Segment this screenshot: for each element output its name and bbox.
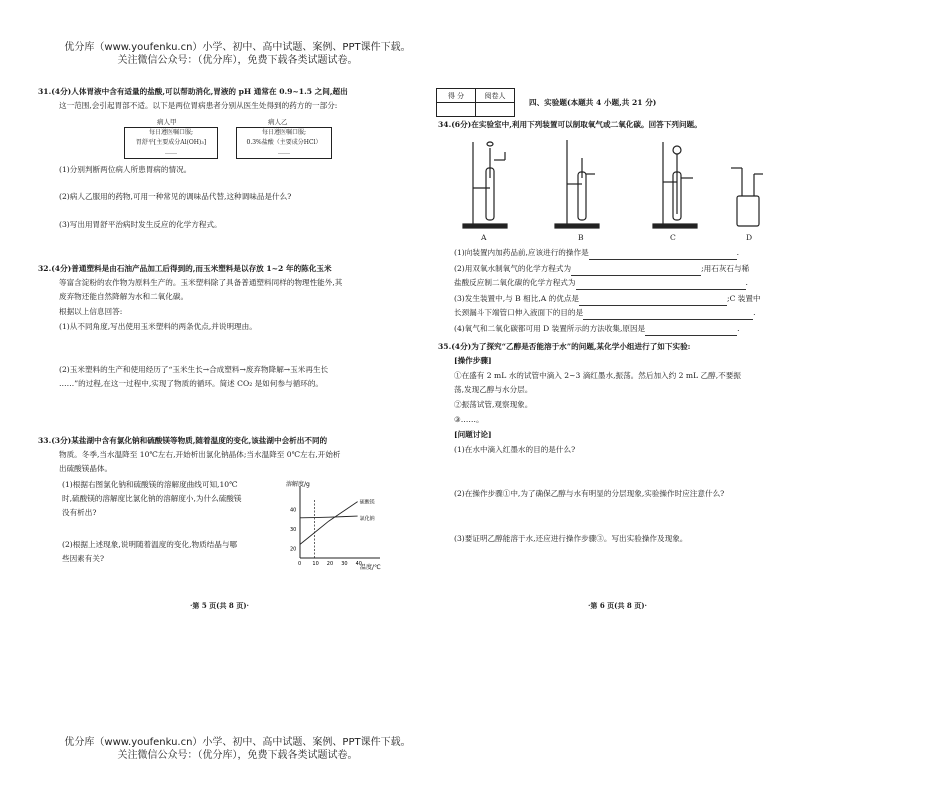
q34-blank3[interactable] bbox=[576, 280, 746, 290]
q33-line3: 出硫酸镁晶体。 bbox=[59, 464, 113, 473]
q33-sub1b: 时,硫酸镁的溶解度比氯化钠的溶解度小,为什么硫酸镁 bbox=[62, 494, 242, 503]
q31-sub2: (2)病人乙服用的药物,可用一种常见的调味品代替,这种调味品是什么? bbox=[59, 192, 292, 201]
header-line-2: 关注微信公众号：（优分库），免费下载各类试题试卷。 bbox=[117, 55, 358, 66]
q34-sub3a bbox=[454, 292, 761, 306]
prescription-b-line1: 每日遵医嘱口服; bbox=[261, 129, 307, 136]
series-label-1: 氯化钠 bbox=[359, 516, 375, 523]
y-tick-label-0: 20 bbox=[290, 546, 297, 553]
apparatus-label-a: A bbox=[481, 233, 487, 242]
q34-sub2b-text: ;用石灰石与稀 bbox=[701, 264, 750, 273]
q34-sub2a-text: (2)用双氧水制氧气的化学方程式为 bbox=[454, 264, 572, 273]
score-table bbox=[436, 88, 515, 117]
q33-line2: 物质。冬季,当水温降至 10℃左右,开始析出氯化钠晶体;当水温降至 0℃左右,开始析 bbox=[59, 450, 341, 459]
q33-sub2b: 些因素有关? bbox=[62, 554, 105, 563]
patient-a-label: 病人甲 bbox=[157, 118, 177, 126]
grader-cell bbox=[476, 103, 515, 117]
q34-sub1: (1)向装置内加药品前,应该进行的操作是 . bbox=[454, 246, 739, 260]
x-tick-label-1: 10 bbox=[312, 561, 319, 567]
apparatus-figure bbox=[445, 138, 775, 238]
q32-line4: 根据以上信息回答: bbox=[59, 307, 123, 316]
site-header-bottom bbox=[0, 736, 475, 762]
q34-blank2[interactable] bbox=[571, 266, 701, 276]
q35-disc2: (2)在操作步骤①中,为了确保乙醇与水有明显的分层现象,实验操作时应注意什么? bbox=[454, 489, 725, 498]
q35-step1b: 荡,发现乙醇与水分层。 bbox=[454, 385, 533, 394]
q33-sub1a: (1)根据右图氯化钠和硫酸镁的溶解度曲线可知,10℃ bbox=[62, 480, 238, 489]
q31-line1: 31.(4分)人体胃液中含有适量的盐酸,可以帮助消化,胃液的 pH 通常在 0.9~1.5 之间,超出 bbox=[38, 87, 348, 96]
q33-line1: 33.(3分)某盐湖中含有氯化钠和硫酸镁等物质,随着温度的变化,该盐湖中会析出不同的 bbox=[38, 436, 328, 445]
q31-sub3: (3)写出用胃舒平治病时发生反应的化学方程式。 bbox=[59, 220, 222, 229]
score-label: 得 分 bbox=[437, 89, 476, 103]
prescription-b-line2: 0.3%盐酸（主要成分HCl） bbox=[246, 139, 322, 146]
prescription-a-line1: 每日遵医嘱口服; bbox=[148, 129, 194, 136]
apparatus-b bbox=[555, 140, 599, 228]
series-line-1 bbox=[300, 516, 358, 518]
x-tick-label-3: 30 bbox=[341, 561, 348, 567]
y-tick-label-1: 30 bbox=[290, 526, 297, 533]
chart-ylabel: 溶解度/g bbox=[286, 481, 310, 488]
q32-sub1: (1)从不同角度,写出使用玉米塑料的两条优点,并说明理由。 bbox=[59, 322, 257, 331]
q34-blank5[interactable] bbox=[583, 310, 753, 320]
x-tick-label-4: 40 bbox=[355, 561, 362, 567]
q31-sub1: (1)分别判断两位病人所患胃病的情况。 bbox=[59, 165, 192, 174]
grader-label: 阅卷人 bbox=[476, 89, 515, 103]
score-cell bbox=[437, 103, 476, 117]
q34-blank1[interactable] bbox=[589, 250, 737, 260]
q35-step3: ③……。 bbox=[454, 415, 484, 424]
q34-sub1-text: (1)向装置内加药品前,应该进行的操作是 bbox=[454, 248, 589, 257]
series-label-0: 硫酸镁 bbox=[359, 499, 375, 506]
patient-b-label: 病人乙 bbox=[268, 118, 288, 126]
apparatus-label-c: C bbox=[670, 233, 676, 242]
q34-sub3c-text: 长颈漏斗下端管口伸入液面下的目的是 bbox=[454, 308, 584, 317]
q31-line2: 这一范围,会引起胃部不适。以下是两位胃病患者分别从医生处得到的药方的一部分: bbox=[59, 101, 338, 110]
q35-disc3: (3)要证明乙醇能溶于水,还应进行操作步骤③。写出实验操作及现象。 bbox=[454, 534, 688, 543]
q34-sub2a bbox=[454, 262, 749, 276]
q34-sub2c-text: 盐酸反应制二氧化碳的化学方程式为 bbox=[454, 278, 576, 287]
series-line-0 bbox=[300, 502, 358, 545]
prescription-a-line3: …… bbox=[165, 149, 177, 156]
header-line-2-bottom: 关注微信公众号：（优分库），免费下载各类试题试卷。 bbox=[117, 750, 358, 761]
y-tick-label-2: 40 bbox=[290, 507, 297, 514]
q35-step1a: ①在盛有 2 mL 水的试管中滴入 2~3 滴红墨水,振荡。然后加入约 2 mL 乙醇,不要振 bbox=[454, 371, 741, 380]
solubility-chart bbox=[280, 478, 390, 570]
q32-line2: 等富含淀粉的农作物为原料生产的。玉米塑料除了具备普通塑料同样的物理性能外,其 bbox=[59, 278, 343, 287]
page-footer-6: ·第 6 页(共 8 页)· bbox=[588, 601, 647, 610]
q34-sub4: (4)氧气和二氧化碳都可用 D 装置所示的方法收集,原因是 . bbox=[454, 322, 740, 336]
x-tick-label-2: 20 bbox=[326, 561, 334, 567]
q35-disc1: (1)在水中滴入红墨水的目的是什么? bbox=[454, 445, 576, 454]
x-tick-label-0: 0 bbox=[298, 561, 302, 567]
apparatus-label-d: D bbox=[746, 233, 753, 242]
q32-line3: 废弃物还能自然降解为水和二氧化碳。 bbox=[59, 292, 189, 301]
q33-sub2a: (2)根据上述现象,说明随着温度的变化,物质结晶与哪 bbox=[62, 540, 238, 549]
chart-series bbox=[300, 499, 375, 558]
q32-line1: 32.(4分)普通塑料是由石油产品加工后得到的,而玉米塑料是以存放 1~2 年的陈化玉米 bbox=[38, 264, 332, 273]
prescription-a-line2: 胃舒平[主要成分Al(OH)₃] bbox=[135, 139, 207, 146]
q34-sub4-text: (4)氧气和二氧化碳都可用 D 装置所示的方法收集,原因是 bbox=[454, 324, 646, 333]
prescription-b-line3: …… bbox=[278, 149, 290, 156]
chart-xlabel: 温度/℃ bbox=[360, 564, 381, 570]
header-line-1-bottom: 优分库（www.youfenku.cn）小学、初中、高中试题、案例、PPT课件下载。 bbox=[64, 737, 411, 748]
prescription-a bbox=[124, 127, 218, 159]
q34-line1: 34.(6分)在实验室中,利用下列装置可以制取氧气或二氧化碳。回答下列问题。 bbox=[438, 120, 702, 129]
q34-blank6[interactable] bbox=[645, 326, 737, 336]
apparatus-label-b: B bbox=[578, 233, 584, 242]
q35-line1: 35.(4分)为了探究“乙醇是否能溶于水”的问题,某化学小组进行了如下实验: bbox=[438, 342, 691, 351]
prescription-b bbox=[236, 127, 332, 159]
q35-step2: ②振荡试管,观察现象。 bbox=[454, 400, 533, 409]
q34-sub3a-text: (3)发生装置中,与 B 相比,A 的优点是 bbox=[454, 294, 580, 303]
section-title: 四、实验题(本题共 4 小题,共 21 分) bbox=[529, 98, 657, 107]
q32-sub2b: ……”的过程,在这一过程中,实现了物质的循环。简述 CO₂ 是如何参与循环的。 bbox=[59, 379, 324, 388]
q34-sub3c: 长颈漏斗下端管口伸入液面下的目的是 . bbox=[454, 306, 756, 320]
apparatus-a bbox=[463, 142, 507, 228]
q34-blank4[interactable] bbox=[579, 296, 727, 306]
site-header-top bbox=[0, 41, 475, 67]
q34-sub3b-text: ;C 装置中 bbox=[727, 294, 761, 303]
q35-discussion-title: [问题讨论] bbox=[454, 430, 492, 439]
apparatus-d bbox=[731, 168, 763, 226]
q33-sub1c: 没有析出? bbox=[62, 508, 97, 517]
q34-sub2c: 盐酸反应制二氧化碳的化学方程式为 . bbox=[454, 276, 748, 290]
page-footer-5: ·第 5 页(共 8 页)· bbox=[190, 601, 249, 610]
q32-sub2a: (2)玉米塑料的生产和使用经历了“玉米生长→合成塑料→废弃物降解→玉米再生长 bbox=[59, 365, 329, 374]
apparatus-c bbox=[653, 142, 697, 228]
header-line-1: 优分库（www.youfenku.cn）小学、初中、高中试题、案例、PPT课件下载。 bbox=[64, 42, 411, 53]
q35-steps-title: [操作步骤] bbox=[454, 356, 492, 365]
